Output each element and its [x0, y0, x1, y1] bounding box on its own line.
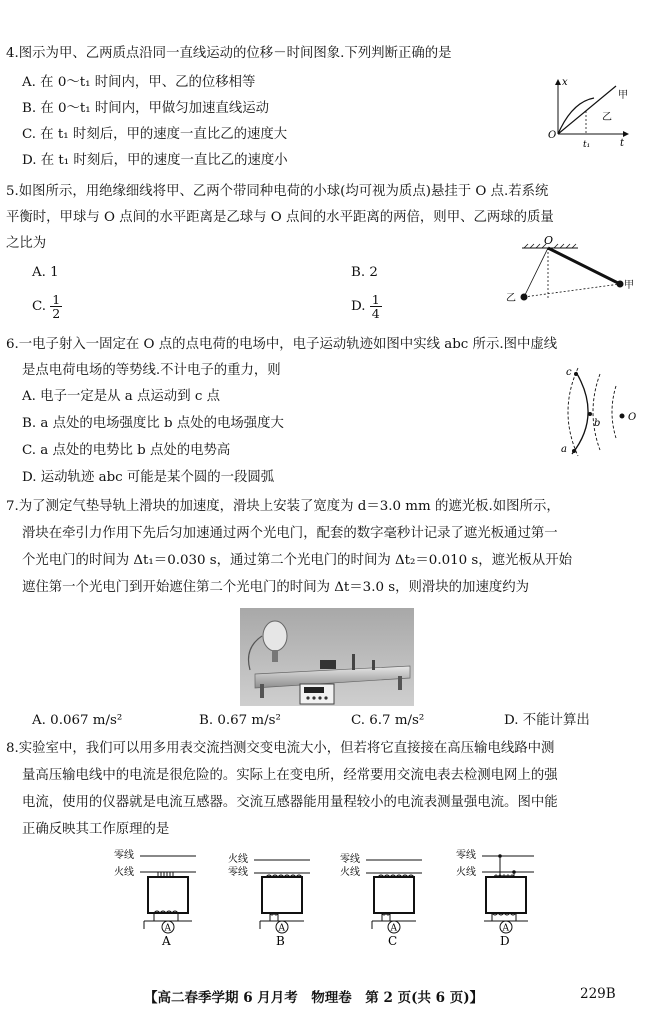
q4-axis-x-label: x [562, 77, 568, 88]
q5-option-c [32, 293, 62, 320]
q8-diagram-b [224, 847, 316, 949]
q6-option-d: D. 运动轨迹 abc 可能是某个圆的一段圆弧 [22, 470, 275, 485]
q5-option-c-numerator: 1 [52, 292, 61, 307]
q7-air-track-photo [240, 608, 414, 706]
q5-stem-line-2: 平衡时，甲球与 O 点间的水平距离是乙球与 O 点间的水平距离的两倍，则甲、乙两球的质量 [6, 210, 554, 225]
q4-origin-label: O [548, 130, 557, 141]
q4-stem: 4.图示为甲、乙两质点沿同一直线运动的位移－时间图象.下列判断正确的是 [6, 46, 452, 61]
q5-option-d-denominator: 4 [371, 306, 380, 321]
q8-diagram-a [110, 847, 202, 949]
q7-option-d: D. 不能计算出 [504, 713, 590, 728]
q8-stem-line-4: 正确反映其工作原理的是 [22, 822, 170, 837]
q5-option-d [351, 293, 382, 320]
q5-jia-label: 甲 [624, 280, 634, 291]
q7-stem-line-4: 遮住第一个光电门到开始遮住第二个光电门的时间为 Δt＝3.0 s，则滑块的加速度约为 [22, 580, 530, 595]
q5-option-d-label: D. [351, 299, 366, 314]
q8-diagram-a-top-wire-label: 零线 [114, 850, 134, 861]
q7-option-b: B. 0.67 m/s² [199, 713, 281, 728]
q6-field-diagram [556, 360, 642, 464]
q8-diagram-b-top-wire-label: 火线 [228, 854, 248, 865]
q8-diagram-b-bottom-wire-label: 零线 [228, 867, 248, 878]
q4-axis-t-label: t [620, 138, 625, 149]
q8-diagram-a-ammeter: A [164, 923, 171, 934]
q8-diagram-d-top-wire-label: 零线 [456, 850, 476, 861]
q8-diagram-d-label: D [500, 934, 510, 948]
q6-point-o-label: O [628, 412, 637, 423]
q8-diagram-c-ammeter: A [390, 923, 397, 934]
q6-point-a-label: a [561, 444, 567, 455]
q5-stem-line-1: 5.如图所示，用绝缘细线将甲、乙两个带同种电荷的小球(均可视为质点)悬挂于 O 点.若系统 [6, 184, 549, 199]
q5-option-d-numerator: 1 [371, 292, 380, 307]
q7-stem-line-2: 滑块在牵引力作用下先后匀加速通过两个光电门，配套的数字毫秒计记录了遮光板通过第一 [22, 526, 558, 541]
q8-stem-line-1: 8.实验室中，我们可以用多用表交流挡测交变电流大小，但若将它直接接在高压输电线路中测 [6, 741, 555, 756]
q7-option-c: C. 6.7 m/s² [351, 713, 425, 728]
q4-option-b: B. 在 0～t₁ 时间内，甲做匀加速直线运动 [22, 101, 269, 116]
q7-stem-line-3: 个光电门的时间为 Δt₁＝0.030 s，通过第二个光电门的时间为 Δt₂＝0.010 s，遮光板从开始 [22, 553, 572, 568]
q5-yi-label: 乙 [506, 293, 516, 304]
q7-option-a: A. 0.067 m/s² [32, 713, 123, 728]
q8-diagram-c-bottom-wire-label: 火线 [340, 867, 360, 878]
q8-diagram-b-label: B [276, 934, 285, 948]
q6-stem-line-1: 6.一电子射入一固定在 O 点的点电荷的电场中，电子运动轨迹如图中实线 abc 所示.图中虚线 [6, 337, 558, 352]
q8-stem-line-3: 电流，使用的仪器就是电流互感器。交流互感器能用量程较小的电流表测量强电流。图中能 [22, 795, 558, 810]
q5-option-a: A. 1 [32, 265, 59, 280]
q6-option-b: B. a 点处的电场强度比 b 点处的电场强度大 [22, 416, 284, 431]
q8-diagram-c-label: C [388, 934, 398, 948]
q7-stem-line-1: 7.为了测定气垫导轨上滑块的加速度，滑块上安装了宽度为 d＝3.0 mm 的遮光板.如图所示， [6, 499, 560, 514]
q8-diagram-a-bottom-wire-label: 火线 [114, 867, 134, 878]
q8-diagram-d-bottom-wire-label: 火线 [456, 867, 476, 878]
q8-diagram-a-label: A [162, 934, 171, 948]
q5-option-c-denominator: 2 [52, 306, 61, 321]
q5-option-b: B. 2 [351, 265, 378, 280]
q4-yi-label: 乙 [602, 112, 612, 123]
q4-option-a: A. 在 0～t₁ 时间内，甲、乙的位移相等 [22, 75, 256, 90]
q4-t1-label: t₁ [583, 140, 591, 150]
q6-stem-line-2: 是点电荷电场的等势线.不计电子的重力，则 [22, 363, 281, 378]
q6-point-c-label: c [566, 367, 572, 378]
q4-option-d: D. 在 t₁ 时刻后，甲的速度一直比乙的速度小 [22, 153, 288, 168]
q4-jia-label: 甲 [618, 90, 628, 101]
q5-point-o-label: O [544, 234, 554, 247]
q4-option-c: C. 在 t₁ 时刻后，甲的速度一直比乙的速度大 [22, 127, 288, 142]
q6-option-c: C. a 点处的电势比 b 点处的电势高 [22, 443, 231, 458]
footer-title: 【高二春季学期 6 月月考 物理卷 第 2 页(共 6 页)】 [144, 990, 484, 1006]
q8-diagram-d [448, 847, 540, 949]
q6-option-a: A. 电子一定是从 a 点运动到 c 点 [22, 389, 220, 404]
q5-option-c-fraction [50, 293, 62, 320]
footer-code: 229B [580, 986, 616, 1002]
q5-option-d-fraction [370, 293, 382, 320]
q5-stem-line-3: 之比为 [6, 236, 47, 251]
q8-diagram-c [336, 847, 428, 949]
q8-diagram-c-top-wire-label: 零线 [340, 854, 360, 865]
q5-suspension-diagram [500, 233, 640, 305]
q8-diagram-b-ammeter: A [278, 923, 285, 934]
q6-point-b-label: b [594, 418, 601, 429]
q4-xt-graph [536, 76, 636, 152]
q8-diagram-d-ammeter: A [502, 923, 509, 934]
q8-stem-line-2: 量高压输电线中的电流是很危险的。实际上在变电所，经常要用交流电表去检测电网上的强 [22, 768, 558, 783]
q5-option-c-label: C. [32, 299, 47, 314]
